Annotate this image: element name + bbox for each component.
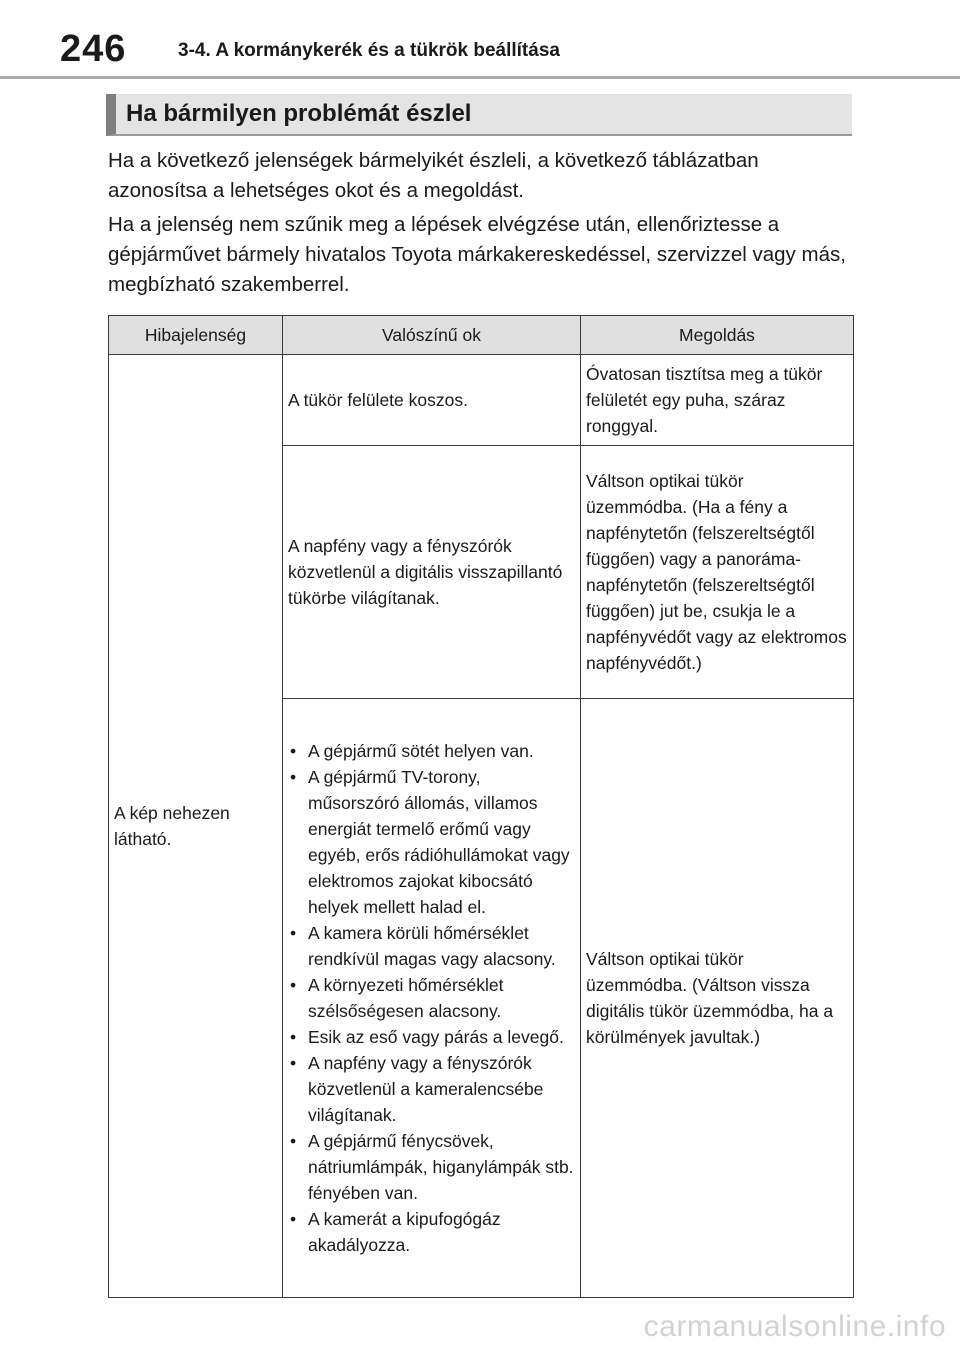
- section-title: Ha bármilyen problémát észlel: [126, 100, 472, 127]
- cause-cell: [283, 699, 581, 1298]
- cause-list-item: • A környezeti hőmérséklet szélsőségesen alacsony.: [288, 972, 575, 1024]
- intro-paragraph: Ha a jelenség nem szűnik meg a lépések elvégzése után, ellenőriztesse a gépjárművet bármely hivatalos Toyota márkakereskedéssel, szervizzel vagy más, megbízható szakemberrel.: [108, 213, 846, 296]
- cause-list-item: • A kamera körüli hőmérséklet rendkívül magas vagy alacsony.: [288, 920, 575, 972]
- header-divider: [0, 76, 960, 79]
- intro-paragraph: Ha a következő jelenségek bármelyikét észleli, a következő táblázatban azonosítsa a lehetséges okot és a megoldást.: [108, 149, 759, 202]
- cause-list-item: • A kamerát a kipufogógáz akadályozza.: [288, 1206, 575, 1258]
- section-heading: [106, 94, 852, 136]
- symptom-cell: A kép nehezen látható.: [109, 355, 283, 1298]
- column-header-cause: Valószínű ok: [283, 316, 581, 355]
- cause-cell: A napfény vagy a fényszórók közvetlenül a digitális visszapillantó tükörbe világítanak.: [283, 446, 581, 699]
- cause-list-item: • A gépjármű sötét helyen van.: [288, 738, 575, 764]
- solution-cell: Váltson optikai tükör üzemmódba. (Váltson vissza digitális tükör üzemmódba, ha a körülmények javultak.): [581, 699, 854, 1298]
- cause-cell: A tükör felülete koszos.: [283, 355, 581, 446]
- running-header: 3-4. A kormánykerék és a tükrök beállítása: [178, 40, 560, 61]
- cause-list-item: • A gépjármű TV-torony, műsorszóró állomás, villamos energiát termelő erőmű vagy egyéb, erős rádióhullámokat vagy elektromos zajokat kibocsátó helyek mellett halad el.: [288, 764, 575, 920]
- solution-cell: Óvatosan tisztítsa meg a tükör felületét egy puha, száraz ronggyal.: [581, 355, 854, 446]
- cause-list-item: • A gépjármű fénycsövek, nátriumlámpák, higanylámpák stb. fényében van.: [288, 1128, 575, 1206]
- page-number: 246: [60, 28, 127, 70]
- cause-list: [288, 738, 575, 1258]
- table-header-row: [109, 316, 854, 355]
- solution-cell: Váltson optikai tükör üzemmódba. (Ha a fény a napfénytetőn (felszereltségtől függően) vagy a panoráma-napfénytetőn (felszereltségtől függően) jut be, csukja le a napfényvédőt vagy az elektromos napfényvédőt.): [581, 446, 854, 699]
- column-header-solution: Megoldás: [581, 316, 854, 355]
- cause-list-item: • A napfény vagy a fényszórók közvetlenül a kameralencsébe világítanak.: [288, 1050, 575, 1128]
- table-row: [109, 355, 854, 446]
- cause-list-item: • Esik az eső vagy párás a levegő.: [288, 1024, 575, 1050]
- watermark: carmanualsonline.info: [643, 1310, 946, 1343]
- column-header-symptom: Hibajelenség: [109, 316, 283, 355]
- troubleshooting-table: [108, 315, 854, 1298]
